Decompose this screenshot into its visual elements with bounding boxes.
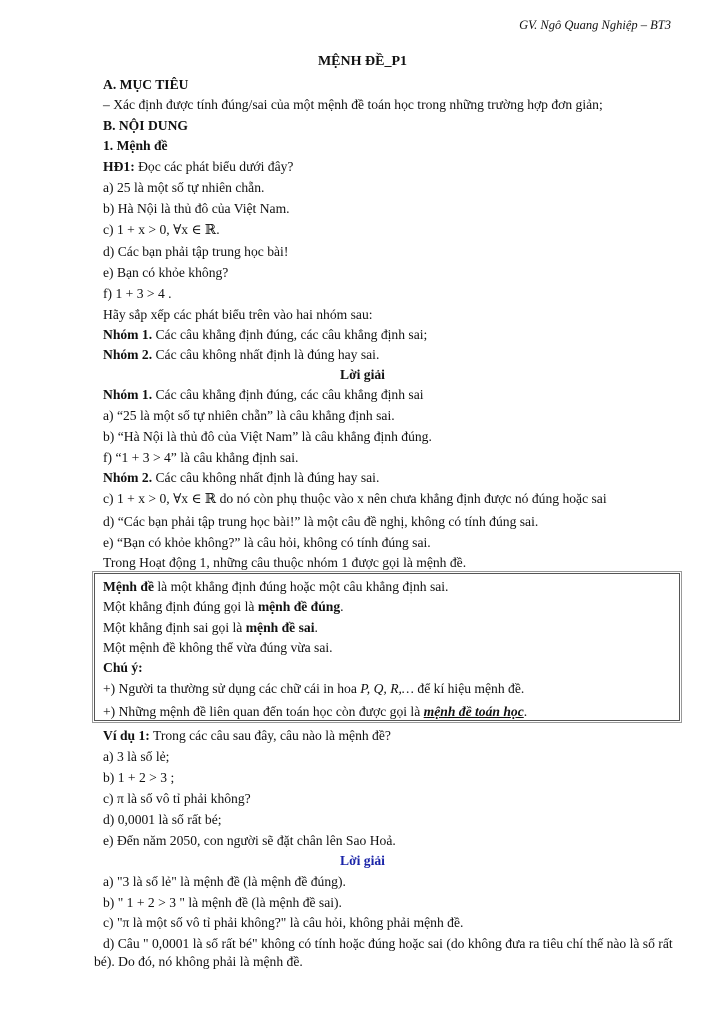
note-2-text: +) Những mệnh đề liên quan đến toán học còn được gọi là <box>103 704 424 719</box>
solution-group-2 <box>103 469 379 487</box>
arrange-instruction: Hãy sắp xếp các phát biểu trên vào hai nhóm sau: <box>103 307 373 322</box>
false-statement-line <box>103 619 318 637</box>
solution-a: a) “25 là một số tự nhiên chẵn” là câu khẳng định sai. <box>103 408 395 423</box>
example-1 <box>103 727 391 745</box>
group-1 <box>103 326 427 344</box>
false-statement-end: . <box>314 620 318 635</box>
solution-group-2-label: Nhóm 2. <box>103 470 153 485</box>
example-label: Ví dụ 1: <box>103 728 150 743</box>
solution-group-1 <box>103 386 424 404</box>
definition-line <box>103 578 448 596</box>
both-line: Một mệnh đề không thể vừa đúng vừa sai. <box>103 640 333 655</box>
activity-label: HĐ1: <box>103 159 135 174</box>
item-d: d) Các bạn phải tập trung học bài! <box>103 244 289 259</box>
note-1-text: +) Người ta thường sử dụng các chữ cái in hoa <box>103 681 361 696</box>
group-2-text: Các câu không nhất định là đúng hay sai. <box>152 347 380 362</box>
activity-text: Đọc các phát biểu dưới đây? <box>134 159 294 174</box>
example-question: Trong các câu sau đây, câu nào là mệnh đề? <box>149 728 391 743</box>
item-e: e) Bạn có khỏe không? <box>103 265 229 280</box>
solution-f: f) “1 + 3 > 4” là câu khẳng định sai. <box>103 450 299 465</box>
solution-e: e) “Bạn có khỏe không?” là câu hỏi, không có tính đúng sai. <box>103 535 431 550</box>
solution-group-1-text: Các câu khẳng định đúng, các câu khẳng định sai <box>152 387 424 402</box>
activity-1 <box>103 158 293 176</box>
page-header: GV. Ngô Quang Nghiệp – BT3 <box>519 18 671 32</box>
definition-text: là một khẳng định đúng hoặc một câu khẳng định sai. <box>153 579 449 594</box>
solution-2-heading: Lời giải <box>340 853 385 868</box>
solution-2-c: c) "π là một số vô tỉ phải không?" là câu hỏi, không phải mệnh đề. <box>103 915 464 930</box>
solution-c: c) 1 + x > 0, ∀x ∈ ℝ do nó còn phụ thuộc vào x nên chưa khẳng định được nó đúng hoặc sai <box>103 491 607 506</box>
example-e: e) Đến năm 2050, con người sẽ đặt chân lên Sao Hoả. <box>103 833 396 848</box>
note-2-end: . <box>523 704 528 719</box>
example-b: b) 1 + 2 > 3 ; <box>103 770 175 785</box>
group-2 <box>103 346 379 364</box>
section-a-heading: A. MỤC TIÊU <box>103 77 189 92</box>
group-2-label: Nhóm 2. <box>103 347 153 362</box>
note-1-math: P, Q, R,… <box>360 681 415 696</box>
true-statement-line <box>103 598 344 616</box>
page-title: MỆNH ĐỀ_P1 <box>317 54 408 69</box>
subsection-heading: 1. Mệnh đề <box>103 138 168 153</box>
section-b-heading: B. NỘI DUNG <box>103 118 188 133</box>
item-f: f) 1 + 3 > 4 . <box>103 286 172 301</box>
note-1 <box>103 680 524 698</box>
note-heading: Chú ý: <box>103 660 143 675</box>
definition-term: Mệnh đề <box>103 579 154 594</box>
note-1-end: để kí hiệu mệnh đề. <box>414 681 525 696</box>
solution-d: d) “Các bạn phải tập trung học bài!” là một câu đề nghị, không có tính đúng sai. <box>103 514 539 529</box>
objective-text: – Xác định được tính đúng/sai của một mệnh đề toán học trong những trường hợp đơn giản; <box>103 97 603 112</box>
true-statement-term: mệnh đề đúng <box>257 599 341 614</box>
true-statement-text: Một khẳng định đúng gọi là <box>103 599 258 614</box>
solution-2-d: d) Câu " 0,0001 là số rất bé" không có tính hoặc đúng hoặc sai (do không đưa ra tiêu chí thế nào là số rất bé). Do đó, nó không phải là mệnh đề. <box>94 936 673 969</box>
group-1-text: Các câu khẳng định đúng, các câu khẳng định sai; <box>152 327 428 342</box>
solution-group-2-text: Các câu không nhất định là đúng hay sai. <box>152 470 380 485</box>
conclusion: Trong Hoạt động 1, những câu thuộc nhóm 1 được gọi là mệnh đề. <box>103 555 467 570</box>
false-statement-text: Một khẳng định sai gọi là <box>103 620 246 635</box>
example-d: d) 0,0001 là số rất bé; <box>103 812 222 827</box>
item-a: a) 25 là một số tự nhiên chẵn. <box>103 180 265 195</box>
solution-2-b: b) " 1 + 2 > 3 " là mệnh đề (là mệnh đề sai). <box>103 895 342 910</box>
example-c: c) π là số vô tỉ phải không? <box>103 791 251 806</box>
item-c: c) 1 + x > 0, ∀x ∈ ℝ. <box>103 222 220 237</box>
false-statement-term: mệnh đề sai <box>245 620 315 635</box>
solution-b: b) “Hà Nội là thủ đô của Việt Nam” là câu khẳng định đúng. <box>103 429 432 444</box>
solution-group-1-label: Nhóm 1. <box>103 387 153 402</box>
solution-heading: Lời giải <box>340 367 385 382</box>
true-statement-end: . <box>340 599 344 614</box>
note-2-term: mệnh đề toán học <box>423 704 524 719</box>
group-1-label: Nhóm 1. <box>103 327 153 342</box>
note-2 <box>103 703 527 721</box>
solution-2-a: a) "3 là số lẻ" là mệnh đề (là mệnh đề đúng). <box>103 874 346 889</box>
example-a: a) 3 là số lẻ; <box>103 749 170 764</box>
item-b: b) Hà Nội là thủ đô của Việt Nam. <box>103 201 290 216</box>
